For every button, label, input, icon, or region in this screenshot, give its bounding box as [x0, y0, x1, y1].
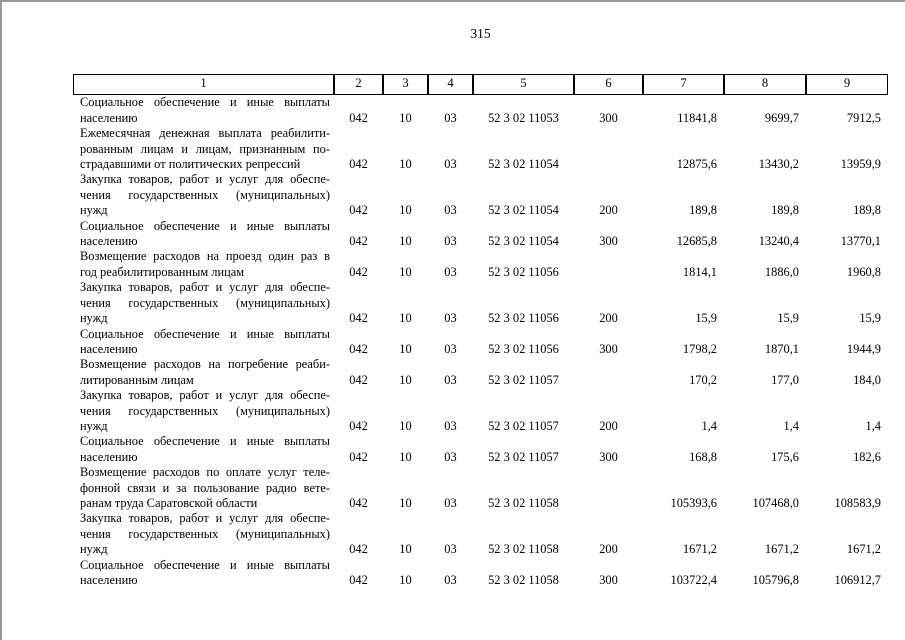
row-col-3: 10	[399, 264, 412, 279]
column-header-4: 4	[428, 74, 473, 95]
row-name	[73, 327, 334, 358]
column-header-1: 1	[73, 74, 334, 95]
row-name-line: нужд	[80, 311, 108, 326]
row-name-line: Возмещение расходов на проезд один раз в	[80, 249, 330, 264]
row-name-line: Социальное обеспечение и иные выплаты	[80, 326, 330, 341]
row-name	[73, 172, 334, 218]
row-name-line: чения государственных (муниципальных)	[80, 526, 330, 541]
row-col-5: 52 3 02 11056	[488, 311, 559, 326]
budget-table	[73, 74, 888, 588]
table-row	[73, 126, 888, 172]
row-name-line: Закупка товаров, работ и услуг для обеспе-	[80, 511, 330, 526]
row-col-5: 52 3 02 11057	[488, 418, 559, 433]
row-name	[73, 465, 334, 511]
column-header-9: 9	[806, 74, 888, 95]
row-col-5: 52 3 02 11058	[488, 573, 559, 587]
row-col-6	[574, 357, 643, 388]
row-col-6: 200	[599, 203, 618, 218]
row-col-2: 042	[349, 573, 368, 587]
row-name	[73, 280, 334, 326]
row-col-6: 300	[599, 573, 618, 587]
row-name	[73, 357, 334, 388]
row-name-line: чения государственных (муниципальных)	[80, 295, 330, 310]
row-col-7: 1,4	[701, 418, 717, 433]
row-col-5: 52 3 02 11058	[488, 542, 559, 557]
row-name-line: рованным лицам и лицам, признанным по-	[80, 141, 330, 156]
table-row	[73, 327, 888, 358]
row-name-line: Социальное обеспечение и иные выплаты	[80, 434, 330, 449]
column-header-7: 7	[643, 74, 724, 95]
row-name-line: чения государственных (муниципальных)	[80, 187, 330, 202]
row-col-9: 189,8	[853, 203, 881, 218]
row-col-6: 300	[599, 110, 618, 125]
row-col-6: 200	[599, 542, 618, 557]
row-name	[73, 219, 334, 250]
table-row	[73, 95, 888, 126]
row-col-3: 10	[399, 341, 412, 356]
row-col-8: 1886,0	[764, 264, 799, 279]
row-col-8: 1870,1	[764, 341, 799, 356]
row-name-line: Возмещение расходов на погребение реаби-	[80, 357, 330, 372]
row-col-9: 182,6	[853, 449, 881, 464]
table-row	[73, 172, 888, 218]
table-row	[73, 434, 888, 465]
row-name-line: год реабилитированным лицам	[80, 264, 245, 279]
row-col-3: 10	[399, 573, 412, 587]
page-number: 315	[470, 26, 491, 41]
row-name-line: Социальное обеспечение и иные выплаты	[80, 218, 330, 233]
row-col-7: 1814,1	[682, 264, 717, 279]
row-col-8: 13430,2	[758, 157, 799, 172]
row-col-2: 042	[349, 203, 368, 218]
row-col-4: 03	[444, 264, 457, 279]
row-col-9: 7912,5	[846, 110, 881, 125]
row-col-2: 042	[349, 341, 368, 356]
row-col-3: 10	[399, 203, 412, 218]
row-col-9: 1944,9	[846, 341, 881, 356]
row-name-line: населению	[80, 341, 138, 356]
row-col-4: 03	[444, 418, 457, 433]
table-row	[73, 388, 888, 434]
row-name-line: Закупка товаров, работ и услуг для обеспе-	[80, 172, 330, 187]
row-col-3: 10	[399, 157, 412, 172]
row-name-line: населению	[80, 110, 138, 125]
row-name	[73, 388, 334, 434]
row-name-line: ранам труда Саратовской области	[80, 495, 258, 510]
row-col-7: 103722,4	[670, 573, 717, 587]
row-name-line: нужд	[80, 418, 108, 433]
row-name-line: Социальное обеспечение и иные выплаты	[80, 557, 330, 572]
row-col-6: 300	[599, 234, 618, 249]
row-col-4: 03	[444, 341, 457, 356]
row-col-9: 15,9	[859, 311, 881, 326]
row-col-9: 1960,8	[846, 264, 881, 279]
row-name	[73, 511, 334, 557]
row-name-line: чения государственных (муниципальных)	[80, 403, 330, 418]
row-col-5: 52 3 02 11053	[488, 110, 559, 125]
row-col-7: 12875,6	[676, 157, 717, 172]
row-name-line: населению	[80, 234, 138, 249]
row-name-line: нужд	[80, 203, 108, 218]
row-col-9: 184,0	[853, 372, 881, 387]
row-col-3: 10	[399, 418, 412, 433]
row-name	[73, 434, 334, 465]
row-col-2: 042	[349, 264, 368, 279]
row-name	[73, 126, 334, 172]
row-col-4: 03	[444, 449, 457, 464]
row-col-2: 042	[349, 311, 368, 326]
row-col-2: 042	[349, 234, 368, 249]
row-name	[73, 249, 334, 280]
row-name-line: фонной связи и за пользование радио вете-	[80, 480, 330, 495]
row-col-6	[574, 249, 643, 280]
table-body	[73, 95, 888, 588]
row-col-9: 108583,9	[834, 495, 881, 510]
row-col-4: 03	[444, 372, 457, 387]
row-col-4: 03	[444, 203, 457, 218]
table-header-row	[73, 74, 888, 95]
row-col-2: 042	[349, 449, 368, 464]
row-name	[73, 95, 334, 126]
row-name-line: Закупка товаров, работ и услуг для обеспе-	[80, 280, 330, 295]
row-col-5: 52 3 02 11057	[488, 372, 559, 387]
row-col-7: 12685,8	[676, 234, 717, 249]
row-col-7: 189,8	[689, 203, 717, 218]
row-col-8: 1,4	[783, 418, 799, 433]
row-col-8: 15,9	[777, 311, 799, 326]
column-header-6: 6	[574, 74, 643, 95]
row-col-8: 1671,2	[764, 542, 799, 557]
row-col-3: 10	[399, 234, 412, 249]
row-col-3: 10	[399, 372, 412, 387]
row-col-7: 1671,2	[682, 542, 717, 557]
row-col-6	[574, 465, 643, 511]
row-col-8: 177,0	[771, 372, 799, 387]
row-col-2: 042	[349, 372, 368, 387]
row-col-9: 106912,7	[834, 573, 881, 587]
row-col-7: 168,8	[689, 449, 717, 464]
row-name-line: Возмещение расходов по оплате услуг теле-	[80, 465, 330, 480]
row-col-7: 105393,6	[670, 495, 717, 510]
row-col-6: 200	[599, 311, 618, 326]
row-col-9: 1671,2	[846, 542, 881, 557]
row-col-9: 13770,1	[840, 234, 881, 249]
row-col-3: 10	[399, 449, 412, 464]
table-row	[73, 558, 888, 589]
row-col-6	[574, 126, 643, 172]
row-col-6: 300	[599, 449, 618, 464]
row-col-9: 1,4	[865, 418, 881, 433]
row-col-6: 300	[599, 341, 618, 356]
row-col-5: 52 3 02 11057	[488, 449, 559, 464]
row-col-2: 042	[349, 495, 368, 510]
table-row	[73, 357, 888, 388]
table-row	[73, 219, 888, 250]
row-name	[73, 558, 334, 589]
row-col-5: 52 3 02 11056	[488, 341, 559, 356]
row-col-8: 107468,0	[752, 495, 799, 510]
row-col-4: 03	[444, 110, 457, 125]
table-row	[73, 249, 888, 280]
row-name-line: населению	[80, 573, 138, 587]
row-col-4: 03	[444, 157, 457, 172]
row-col-6: 200	[599, 418, 618, 433]
row-col-7: 15,9	[695, 311, 717, 326]
column-header-2: 2	[334, 74, 383, 95]
row-name-line: страдавшими от политических репрессий	[80, 157, 301, 172]
row-col-3: 10	[399, 311, 412, 326]
row-name-line: Ежемесячная денежная выплата реабилити-	[80, 126, 330, 141]
table-row	[73, 280, 888, 326]
column-header-5: 5	[473, 74, 574, 95]
row-col-8: 189,8	[771, 203, 799, 218]
row-col-5: 52 3 02 11054	[488, 157, 559, 172]
row-col-7: 1798,2	[682, 341, 717, 356]
row-name-line: Социальное обеспечение и иные выплаты	[80, 95, 330, 110]
row-col-4: 03	[444, 311, 457, 326]
column-header-3: 3	[383, 74, 428, 95]
row-col-5: 52 3 02 11058	[488, 495, 559, 510]
table-row	[73, 511, 888, 557]
row-col-3: 10	[399, 542, 412, 557]
row-col-9: 13959,9	[840, 157, 881, 172]
row-col-2: 042	[349, 542, 368, 557]
row-col-4: 03	[444, 573, 457, 587]
column-header-8: 8	[724, 74, 806, 95]
row-col-2: 042	[349, 110, 368, 125]
row-col-4: 03	[444, 542, 457, 557]
row-col-5: 52 3 02 11056	[488, 264, 559, 279]
row-col-8: 105796,8	[752, 573, 799, 587]
row-name-line: литированным лицам	[80, 372, 194, 387]
row-name-line: Закупка товаров, работ и услуг для обеспе-	[80, 388, 330, 403]
row-col-4: 03	[444, 495, 457, 510]
row-name-line: населению	[80, 449, 138, 464]
row-col-5: 52 3 02 11054	[488, 234, 559, 249]
row-col-8: 13240,4	[758, 234, 799, 249]
table-row	[73, 465, 888, 511]
row-col-7: 11841,8	[677, 110, 717, 125]
row-col-2: 042	[349, 157, 368, 172]
row-col-7: 170,2	[689, 372, 717, 387]
row-col-8: 9699,7	[764, 110, 799, 125]
row-col-2: 042	[349, 418, 368, 433]
row-col-3: 10	[399, 110, 412, 125]
row-col-5: 52 3 02 11054	[488, 203, 559, 218]
row-col-4: 03	[444, 234, 457, 249]
row-col-3: 10	[399, 495, 412, 510]
row-col-8: 175,6	[771, 449, 799, 464]
row-name-line: нужд	[80, 542, 108, 557]
